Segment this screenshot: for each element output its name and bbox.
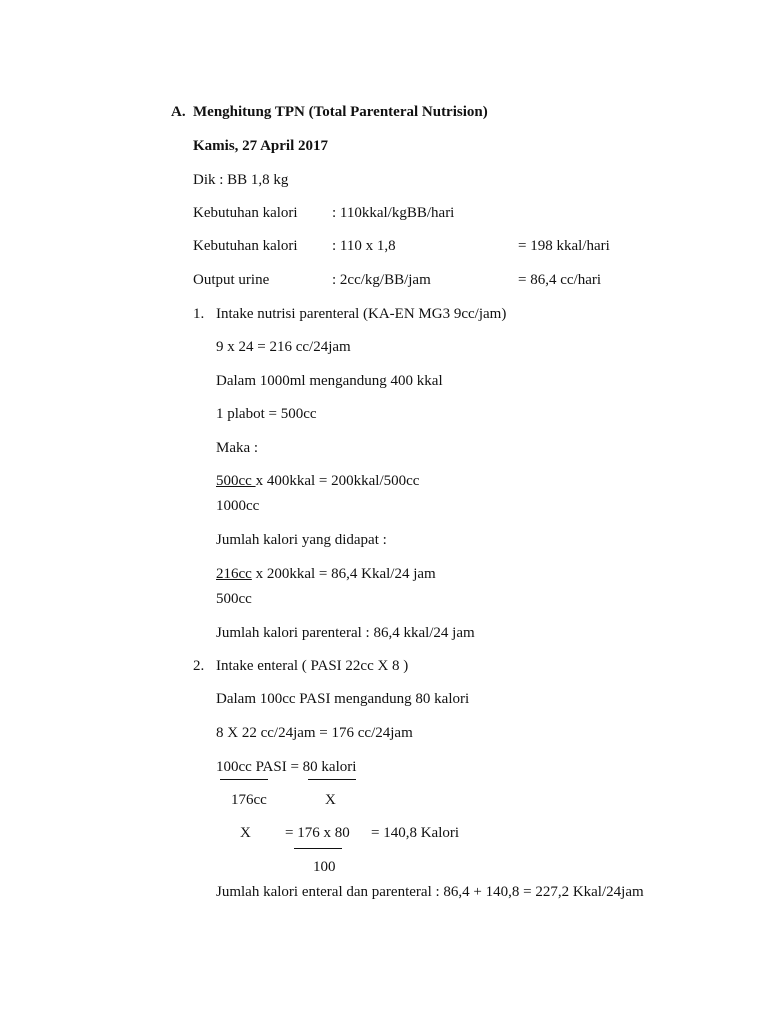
- fraction-expression: [216, 565, 436, 583]
- row-value: : 110 x 1,8: [332, 238, 396, 254]
- section-letter: A.: [171, 104, 186, 120]
- ratio-right-denominator: X: [325, 792, 336, 808]
- section-title: Menghitung TPN (Total Parenteral Nutrision): [193, 104, 488, 120]
- parenteral-line: Jumlah kalori yang didapat :: [216, 532, 387, 548]
- fraction-numerator: 500cc: [216, 473, 256, 489]
- fraction-denominator: 1000cc: [216, 498, 260, 514]
- fraction-expression: [216, 472, 419, 490]
- parenteral-line: 9 x 24 = 216 cc/24jam: [216, 339, 351, 355]
- ratio-left-denominator: 176cc: [231, 792, 267, 808]
- fraction-numerator: 216cc: [216, 566, 252, 582]
- row-label: Kebutuhan kalori: [193, 238, 298, 254]
- parenteral-line: Dalam 1000ml mengandung 400 kkal: [216, 373, 443, 389]
- enteral-line: Dalam 100cc PASI mengandung 80 kalori: [216, 691, 470, 707]
- parenteral-title: Intake nutrisi parenteral (KA-EN MG3 9cc/jam): [216, 306, 507, 322]
- calc-result: = 140,8 Kalori: [371, 825, 460, 841]
- ratio-equals: =: [286, 759, 303, 775]
- calc-variable: X: [240, 825, 251, 841]
- row-value: : 2cc/kg/BB/jam: [332, 272, 431, 288]
- ratio-right-bar: [308, 779, 356, 780]
- row-result: = 86,4 cc/hari: [518, 272, 602, 288]
- parenteral-total: Jumlah kalori parenteral : 86,4 kkal/24 jam: [216, 625, 475, 641]
- row-label: Output urine: [193, 272, 270, 288]
- calc-expression: = 176 x 80: [285, 825, 350, 841]
- row-label: Kebutuhan kalori: [193, 205, 298, 221]
- ratio-expression: [216, 758, 356, 776]
- fraction-rest: x 200kkal = 86,4 Kkal/24 jam: [251, 566, 436, 582]
- parenteral-line: Maka :: [216, 440, 259, 456]
- grand-total: Jumlah kalori enteral dan parenteral : 86,4 + 140,8 = 227,2 Kkal/24jam: [216, 884, 644, 900]
- parenteral-line: 1 plabot = 500cc: [216, 406, 317, 422]
- date-heading: Kamis, 27 April 2017: [193, 138, 329, 154]
- given-weight: Dik : BB 1,8 kg: [193, 172, 289, 188]
- ratio-right-numerator: 80 kalori: [302, 759, 357, 775]
- calc-denominator: 100: [313, 859, 336, 875]
- fraction-rest: x 400kkal = 200kkal/500cc: [255, 473, 420, 489]
- ratio-left-bar: [220, 779, 268, 780]
- item-number: 2.: [193, 658, 205, 674]
- item-number: 1.: [193, 306, 205, 322]
- enteral-line: 8 X 22 cc/24jam = 176 cc/24jam: [216, 725, 413, 741]
- enteral-title: Intake enteral ( PASI 22cc X 8 ): [216, 658, 409, 674]
- calc-fraction-bar: [294, 848, 342, 849]
- row-value: : 110kkal/kgBB/hari: [332, 205, 455, 221]
- fraction-denominator: 500cc: [216, 591, 252, 607]
- row-result: = 198 kkal/hari: [518, 238, 610, 254]
- ratio-left-numerator: 100cc PASI: [216, 759, 287, 775]
